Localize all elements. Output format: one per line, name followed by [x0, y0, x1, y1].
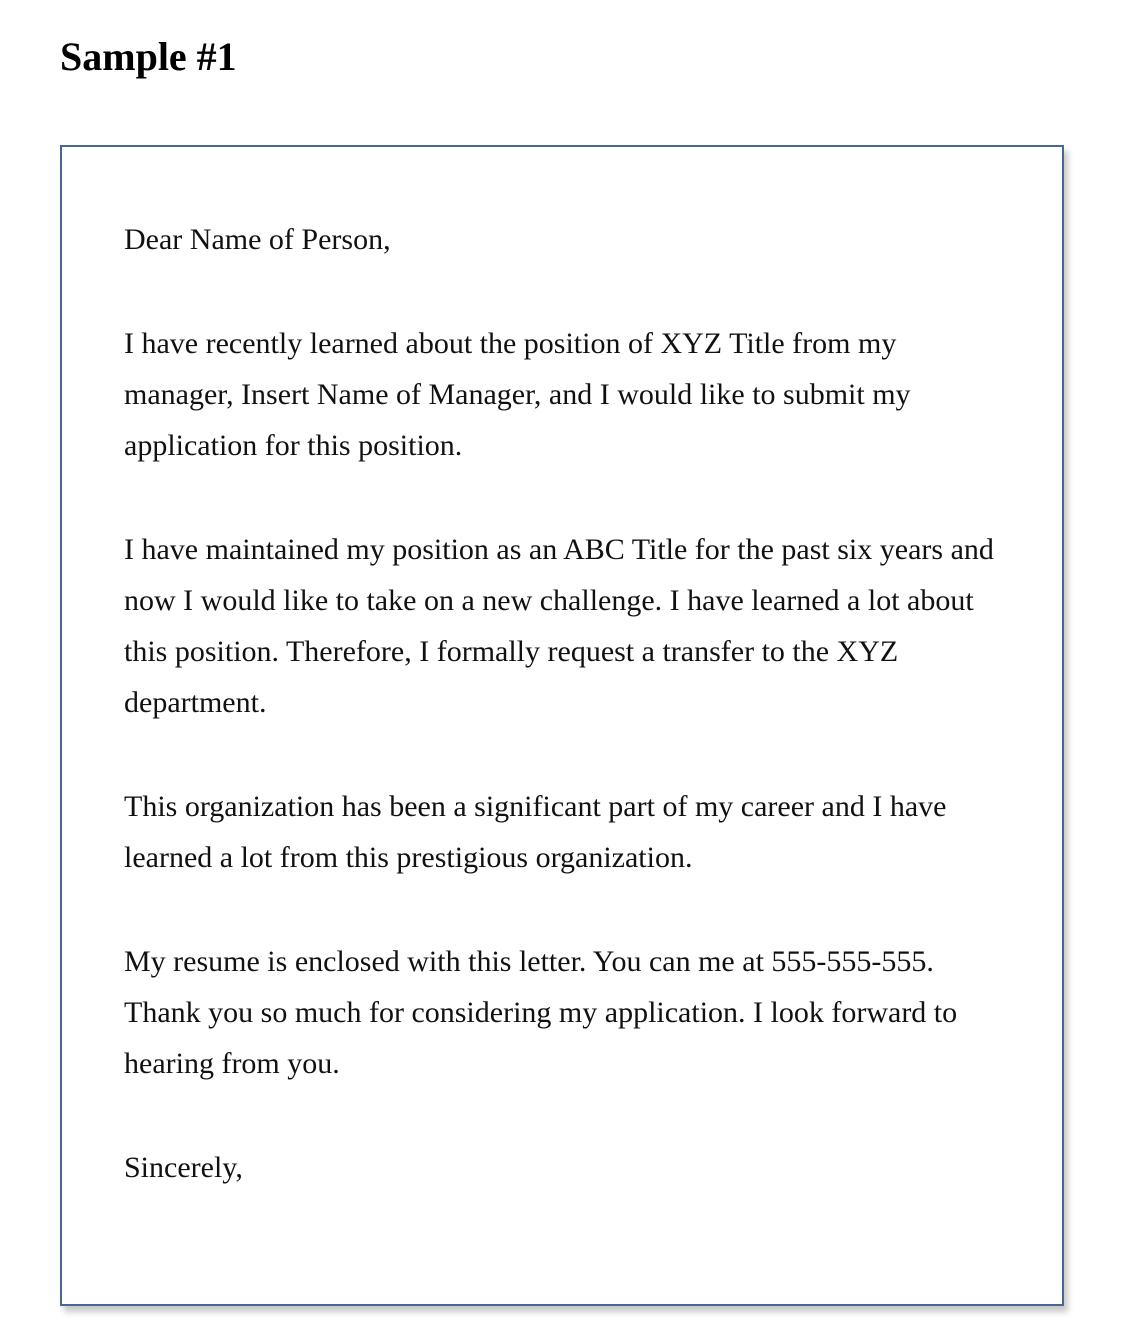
letter-paragraph-4: My resume is enclosed with this letter. You can me at 555-555-555. Thank you so much for considering my application. I look forward to hearing from you. [124, 945, 958, 1080]
letter-paragraph-2: I have maintained my position as an ABC Title for the past six years and now I would like to take on a new challenge. I have learned a lot about this position. Therefore, I formally request a transfer to the XYZ department. [124, 533, 994, 719]
page-title: Sample #1 [60, 34, 237, 79]
letter-salutation: Dear Name of Person, [124, 223, 391, 256]
letter-box [60, 145, 1064, 1306]
letter-body [124, 214, 1004, 1193]
letter-paragraph-3: This organization has been a significant part of my career and I have learned a lot from this prestigious organization. [124, 790, 947, 874]
letter-closing: Sincerely, [124, 1151, 243, 1184]
letter-paragraph-1: I have recently learned about the position of XYZ Title from my manager, Insert Name of Manager, and I would like to submit my application for this position. [124, 327, 911, 462]
